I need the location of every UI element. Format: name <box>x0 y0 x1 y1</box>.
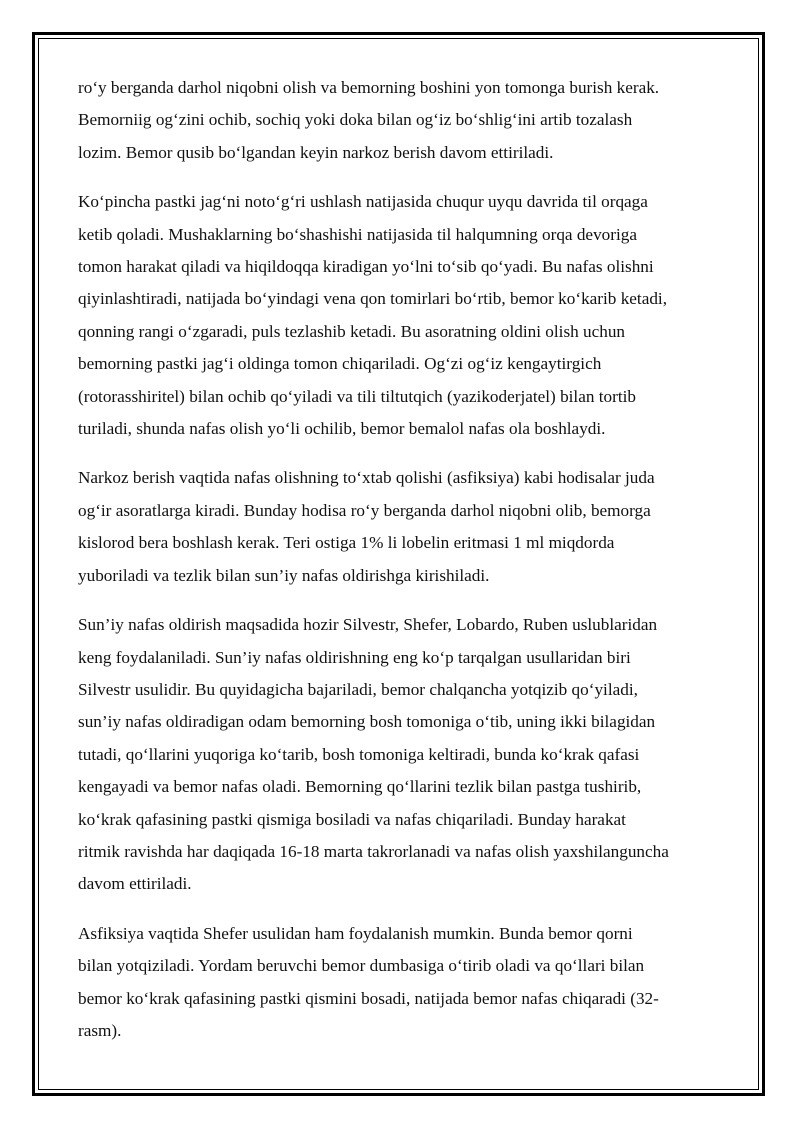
paragraph-artificial-respiration-silvestr <box>78 609 728 901</box>
text-line: yuboriladi va tezlik bilan sun’iy nafas oldirishga kirishiladi. <box>78 565 490 585</box>
text-line: ketib qoladi. Mushaklarning bo‘shashishi natijasida til halqumning orqa devoriga <box>78 224 637 244</box>
text-line: turiladi, shunda nafas olish yo‘li ochilib, bemor bemalol nafas ola boshlaydi. <box>78 419 606 439</box>
text-line: kislorod bera boshlash kerak. Teri ostiga 1% li lobelin eritmasi 1 ml miqdorda <box>78 533 615 553</box>
text-line: kengayadi va bemor nafas oladi. Bemorning qo‘llarini tezlik bilan pastga tushirib, <box>78 777 642 797</box>
text-line: rasm). <box>78 1020 122 1040</box>
text-line: bilan yotqiziladi. Yordam beruvchi bemor dumbasiga o‘tirib oladi va qo‘llari bilan <box>78 956 645 976</box>
text-line: Narkoz berish vaqtida nafas olishning to‘xtab qolishi (asfiksiya) kabi hodisalar juda <box>78 468 655 488</box>
text-line: Sun’iy nafas oldirish maqsadida hozir Silvestr, Shefer, Lobardo, Ruben uslublaridan <box>78 615 658 635</box>
text-line: Ko‘pincha pastki jag‘ni noto‘g‘ri ushlash natijasida chuqur uyqu davrida til orqaga <box>78 192 648 212</box>
text-line: ko‘krak qafasining pastki qismiga bosiladi va nafas chiqariladi. Bunday harakat <box>78 809 626 829</box>
text-line: (rotorasshiritel) bilan ochib qo‘yiladi va tili tiltutqich (yazikoderjatel) bilan tortib <box>78 386 636 406</box>
paragraph-shefer-method <box>78 918 728 1048</box>
paragraph-asphyxia <box>78 462 728 592</box>
text-line: qonning rangi o‘zgaradi, puls tezlashib ketadi. Bu asoratning oldini olish uchun <box>78 321 626 341</box>
text-line: Silvestr usulidir. Bu quyidagicha bajariladi, bemor chalqancha yotqizib qo‘yiladi, <box>78 679 638 699</box>
text-line: Asfiksiya vaqtida Shefer usulidan ham foydalanish mumkin. Bunda bemor qorni <box>78 923 633 943</box>
text-line: davom ettiriladi. <box>78 874 192 894</box>
text-line: tomon harakat qiladi va hiqildoqqa kiradigan yo‘lni to‘sib qo‘yadi. Bu nafas olishni <box>78 257 654 277</box>
document-body <box>78 72 728 1064</box>
text-line: keng foydalaniladi. Sun’iy nafas oldirishning eng ko‘p tarqalgan usullaridan biri <box>78 647 631 667</box>
text-line: bemor ko‘krak qafasining pastki qismini bosadi, natijada bemor nafas chiqaradi (32- <box>78 988 659 1008</box>
text-line: bemorning pastki jag‘i oldinga tomon chiqariladi. Og‘zi og‘iz kengaytirgich <box>78 354 602 374</box>
text-line: Bemorniig og‘zini ochib, sochiq yoki doka bilan og‘iz bo‘shlig‘ini artib tozalash <box>78 110 633 130</box>
text-line: lozim. Bemor qusib bo‘lgandan keyin narkoz berish davom ettiriladi. <box>78 142 554 162</box>
text-line: sun’iy nafas oldiradigan odam bemorning bosh tomoniga o‘tib, uning ikki bilagidan <box>78 712 656 732</box>
text-line: ro‘y berganda darhol niqobni olish va bemorning boshini yon tomonga burish kerak. <box>78 78 660 97</box>
text-line: og‘ir asoratlarga kiradi. Bunday hodisa ro‘y berganda darhol niqobni olib, bemorga <box>78 500 651 520</box>
paragraph-tongue-retraction <box>78 186 728 445</box>
text-line: qiyinlashtiradi, natijada bo‘yindagi vena qon tomirlari bo‘rtib, bemor ko‘karib ketadi, <box>78 289 667 309</box>
text-line: tutadi, qo‘llarini yuqoriga ko‘tarib, bosh tomoniga keltiradi, bunda ko‘krak qafasi <box>78 744 640 764</box>
text-line: ritmik ravishda har daqiqada 16-18 marta takrorlanadi va nafas olish yaxshilanguncha <box>78 841 669 861</box>
paragraph-vomiting-care <box>78 72 728 169</box>
